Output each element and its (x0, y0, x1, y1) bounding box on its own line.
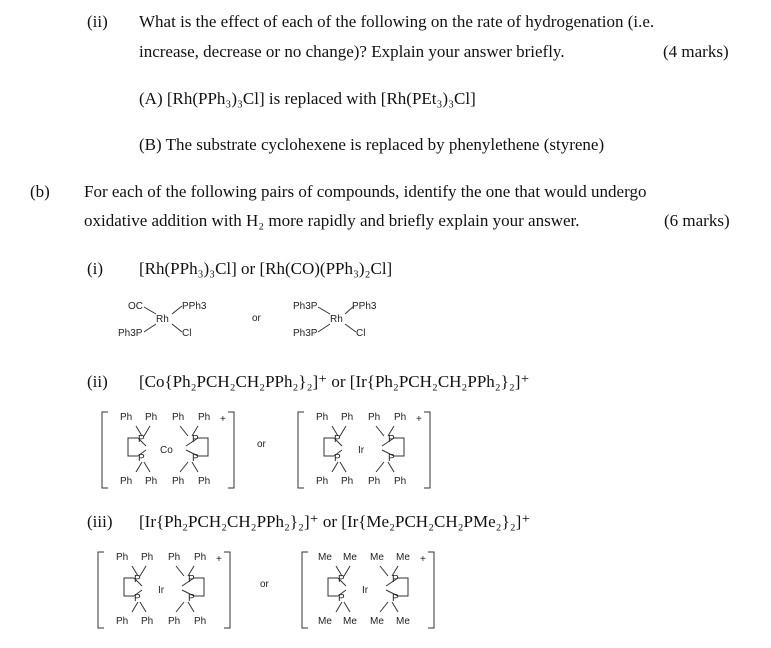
phosphorus-label: P (388, 453, 395, 464)
ir-ph-me-complexes-structures (96, 548, 440, 634)
phosphorus-label: P (138, 453, 145, 464)
item-iii-number: (iii) (87, 512, 113, 531)
sub-label: Me (343, 616, 357, 627)
sub-label: Ph (168, 616, 181, 627)
part-a-ii-question-line2: increase, decrease or no change)? Explain your answer briefly. (139, 42, 565, 61)
sub-label: Ph (172, 412, 185, 423)
phosphorus-label: P (388, 434, 395, 445)
sub-label: Ph (145, 412, 158, 423)
sub-label: Ph (394, 412, 407, 423)
sub-label: Ph (168, 552, 181, 563)
phosphorus-label: P (134, 593, 141, 604)
part-a-ii-number: (ii) (87, 12, 108, 31)
sub-label: Ph (120, 412, 133, 423)
sub-label: Ph (316, 412, 329, 423)
phosphorus-label: P (338, 574, 345, 585)
phosphorus-label: P (188, 574, 195, 585)
phosphorus-label: P (188, 593, 195, 604)
phosphorus-label: P (192, 434, 199, 445)
item-ii-number: (ii) (87, 372, 108, 391)
sub-label: Ph (194, 552, 207, 563)
phosphorus-label: P (392, 593, 399, 604)
sub-label: Ph (316, 476, 329, 487)
ligand-cl-2: Cl (356, 328, 366, 339)
metal-rh-2: Rh (330, 314, 343, 325)
sub-label: Ph (368, 476, 381, 487)
metal-ir: Ir (158, 585, 165, 596)
charge-label: + (416, 414, 422, 425)
ir-me-complex-structure (302, 552, 434, 628)
part-a-ii-question-line1: What is the effect of each of the following on the rate of hydrogenation (i.e. (139, 12, 655, 31)
item-i-text: [Rh(PPh₃)₃Cl] or [Rh(CO)(PPh₃)₂Cl] (139, 259, 393, 278)
sub-label: Ph (394, 476, 407, 487)
sub-label: Ph (198, 476, 211, 487)
sub-label: Ph (116, 616, 129, 627)
sub-label: Ph (194, 616, 207, 627)
sub-label: Me (318, 552, 332, 563)
item-i-number: (i) (87, 259, 104, 278)
rh-complexes-structures (110, 292, 440, 344)
item-ii-text: [Co{Ph₂PCH₂CH₂PPh₂}₂]⁺ or [Ir{Ph₂PCH₂CH₂PPh₂}₂]⁺ (139, 372, 530, 391)
sub-label: Ph (141, 552, 154, 563)
phosphorus-label: P (392, 574, 399, 585)
co-complex-structure (102, 412, 234, 488)
ligand-pph3-bl: Ph3P (293, 328, 318, 339)
part-b-line1: For each of the following pairs of compounds, identify the one that would undergo (84, 182, 647, 201)
phosphorus-label: P (338, 593, 345, 604)
part-a-ii-item-a: (A) [Rh(PPh₃)₃Cl] is replaced with [Rh(PEt₃)₃Cl] (139, 89, 476, 108)
ligand-co: OC (128, 301, 143, 312)
phosphorus-label: P (192, 453, 199, 464)
part-a-ii-marks: (4 marks) (663, 42, 729, 61)
sub-label: Ph (116, 552, 129, 563)
phosphorus-label: P (334, 434, 341, 445)
sub-label: Ph (172, 476, 185, 487)
phosphorus-label: P (138, 434, 145, 445)
sub-label: Me (396, 552, 410, 563)
metal-rh: Rh (156, 314, 169, 325)
part-b-label: (b) (30, 182, 50, 201)
or-label-ii: or (257, 439, 266, 450)
phosphorus-label: P (134, 574, 141, 585)
sub-label: Me (343, 552, 357, 563)
sub-label: Ph (198, 412, 211, 423)
item-iii-text: [Ir{Ph₂PCH₂CH₂PPh₂}₂]⁺ or [Ir{Me₂PCH₂CH₂PMe₂}₂]⁺ (139, 512, 531, 531)
ligand-pph3-top: PPh3 (182, 301, 207, 312)
sub-label: Me (370, 552, 384, 563)
sub-label: Ph (341, 476, 354, 487)
ligand-cl: Cl (182, 328, 192, 339)
sub-label: Ph (141, 616, 154, 627)
sub-label: Ph (120, 476, 133, 487)
rh-pph3-complex-structure (293, 301, 377, 339)
metal-co: Co (160, 445, 173, 456)
part-a-ii-item-b: (B) The substrate cyclohexene is replaced by phenylethene (styrene) (139, 135, 605, 154)
sub-label: Me (370, 616, 384, 627)
sub-label: Me (396, 616, 410, 627)
part-b-marks: (6 marks) (664, 211, 730, 230)
rh-co-complex-structure (118, 301, 207, 339)
ligand-pph3-tr: PPh3 (352, 301, 377, 312)
sub-label: Ph (341, 412, 354, 423)
metal-ir: Ir (358, 445, 365, 456)
or-label-iii: or (260, 579, 269, 590)
ir-ph-complex-structure (98, 552, 230, 628)
charge-label: + (216, 554, 222, 565)
charge-label: + (420, 554, 426, 565)
sub-label: Ph (145, 476, 158, 487)
phosphorus-label: P (334, 453, 341, 464)
ligand-pph3-bottom: Ph3P (118, 328, 143, 339)
co-ir-complexes-structures (100, 408, 440, 494)
ligand-pph3-tl: Ph3P (293, 301, 318, 312)
metal-ir: Ir (362, 585, 369, 596)
ir-complex-structure (298, 412, 430, 488)
or-label-i: or (252, 313, 261, 324)
part-b-line2: oxidative addition with H₂ more rapidly and briefly explain your answer. (84, 211, 580, 230)
charge-label: + (220, 414, 226, 425)
sub-label: Ph (368, 412, 381, 423)
sub-label: Me (318, 616, 332, 627)
